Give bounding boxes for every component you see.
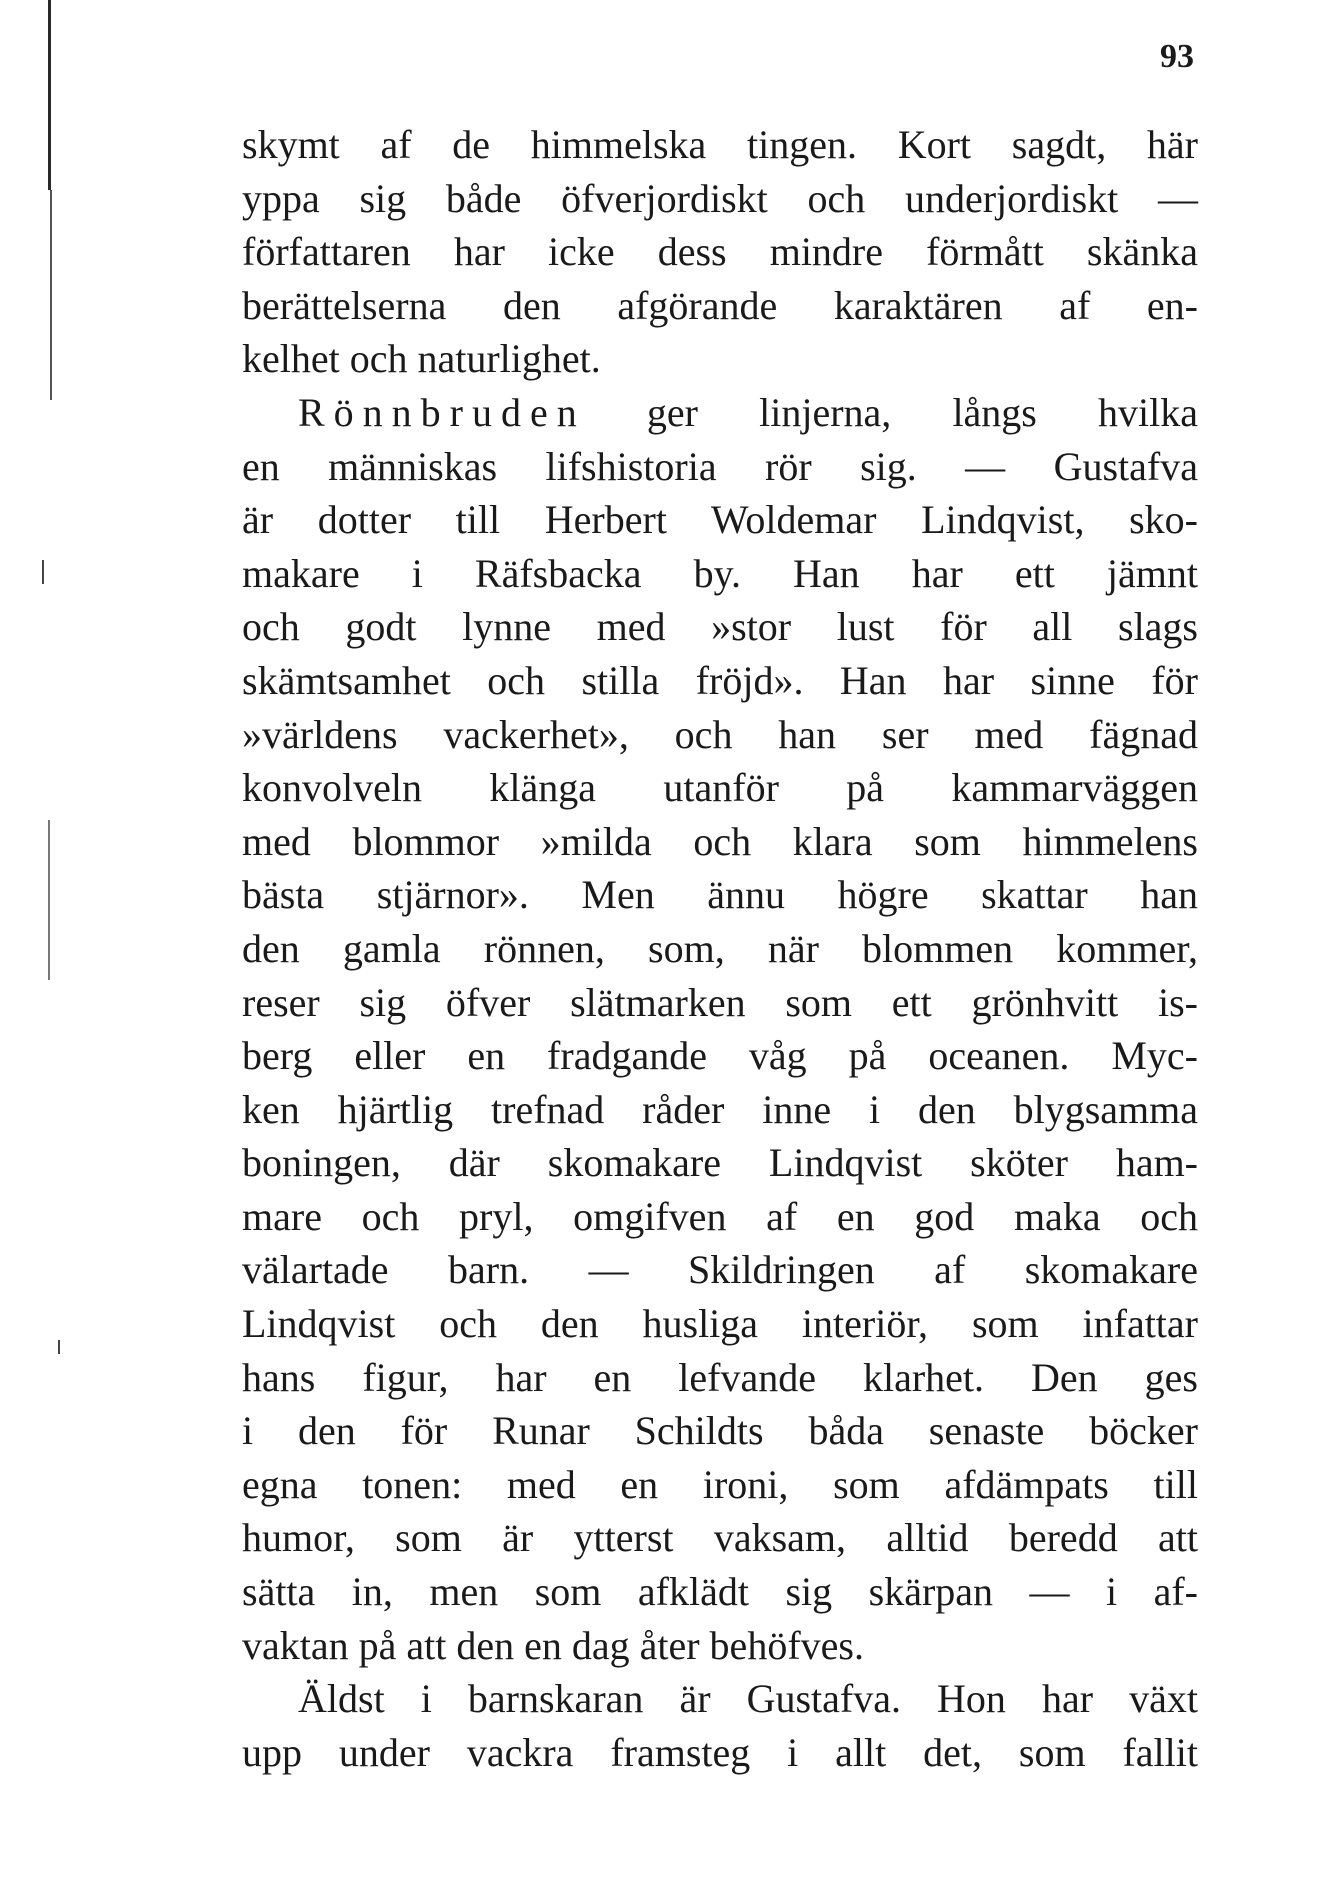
text-line — [242, 868, 1198, 922]
text-line — [242, 118, 1198, 172]
line-text: skymt af de himmelska tingen. Kort sagdt, här — [242, 122, 1198, 167]
line-text: kelhet och naturlighet. — [242, 336, 601, 382]
scan-speck — [42, 560, 44, 584]
text-line — [242, 1619, 1198, 1673]
line-text: Lindqvist och den husliga interiör, som infattar — [242, 1301, 1198, 1347]
scan-edge-mark — [48, 0, 51, 190]
line-text: och godt lynne med »stor lust för all slags — [242, 604, 1198, 650]
line-text: humor, som är ytterst vaksam, alltid beredd att — [242, 1515, 1198, 1561]
line-text: boningen, där skomakare Lindqvist sköter ham- — [242, 1140, 1198, 1186]
line-text: sätta in, men som afklädt sig skärpan — i af- — [242, 1569, 1198, 1615]
text-line — [242, 976, 1198, 1030]
line-text: skämtsamhet och stilla fröjd». Han har sinne för — [242, 657, 1198, 703]
line-text: berättelserna den afgörande karaktären af en- — [242, 282, 1198, 328]
text-line — [242, 1726, 1198, 1780]
line-text: makare i Räfsbacka by. Han har ett jämnt — [242, 550, 1198, 596]
text-line — [242, 1404, 1198, 1458]
text-line — [242, 1511, 1198, 1565]
text-line — [242, 1243, 1198, 1297]
line-text: en människas lifshistoria rör sig. — Gustafva — [242, 443, 1198, 489]
line-text: mare och pryl, omgifven af en god maka och — [242, 1193, 1198, 1239]
scan-speck — [48, 820, 50, 980]
line-text: egna tonen: med en ironi, som afdämpats till — [242, 1461, 1198, 1507]
text-line — [242, 386, 1198, 440]
line-text: den gamla rönnen, som, när blommen kommer, — [242, 925, 1198, 971]
text-line — [242, 1029, 1198, 1083]
text-line — [242, 440, 1198, 494]
text-line — [242, 493, 1198, 547]
text-line — [242, 1297, 1198, 1351]
line-text: är dotter till Herbert Woldemar Lindqvist, sko- — [242, 497, 1198, 543]
text-line — [242, 654, 1198, 708]
line-text: ken hjärtlig trefnad råder inne i den blygsamma — [242, 1086, 1198, 1132]
line-text: upp under vackra framsteg i allt det, som fallit — [242, 1729, 1198, 1775]
text-line — [242, 600, 1198, 654]
text-line — [242, 815, 1198, 869]
line-text: yppa sig både öfverjordiskt och underjordiskt — — [242, 175, 1198, 221]
text-line — [242, 1136, 1198, 1190]
scan-edge-mark — [50, 190, 52, 400]
line-text: författaren har icke dess mindre förmått skänka — [242, 229, 1198, 275]
line-text: berg eller en fradgande våg på oceanen. Myc- — [242, 1033, 1198, 1079]
text-line — [242, 1351, 1198, 1405]
line-text: i den för Runar Schildts båda senaste böcker — [242, 1408, 1198, 1454]
body-text — [242, 118, 1198, 1779]
line-text: vaktan på att den en dag åter behöfves. — [242, 1622, 864, 1668]
line-text: bästa stjärnor». Men ännu högre skattar han — [242, 872, 1198, 918]
page-number: 93 — [1160, 38, 1194, 75]
text-line — [242, 172, 1198, 226]
text-line — [242, 1190, 1198, 1244]
line-text: Äldst i barnskaran är Gustafva. Hon har växt — [298, 1676, 1198, 1722]
text-line — [242, 1458, 1198, 1512]
line-text: ger linjerna, långs hvilka — [585, 389, 1198, 435]
line-text: välartade barn. — Skildringen af skomakare — [242, 1247, 1198, 1293]
line-text: konvolveln klänga utanför på kammarväggen — [242, 765, 1198, 811]
spaced-title-word: Rönnbruden — [298, 389, 586, 435]
line-text: »världens vackerhet», och han ser med fägnad — [242, 711, 1198, 757]
text-line — [242, 279, 1198, 333]
text-line — [242, 1672, 1198, 1726]
line-text: reser sig öfver slätmarken som ett grönhvitt is- — [242, 979, 1198, 1025]
line-text: med blommor »milda och klara som himmelens — [242, 818, 1198, 864]
text-line — [242, 332, 1198, 386]
line-text: hans figur, har en lefvande klarhet. Den ges — [242, 1354, 1198, 1400]
text-line — [242, 547, 1198, 601]
text-line — [242, 761, 1198, 815]
text-line — [242, 708, 1198, 762]
text-line — [242, 1083, 1198, 1137]
text-line — [242, 922, 1198, 976]
scan-speck — [58, 1340, 60, 1354]
text-line — [242, 225, 1198, 279]
text-line — [242, 1565, 1198, 1619]
